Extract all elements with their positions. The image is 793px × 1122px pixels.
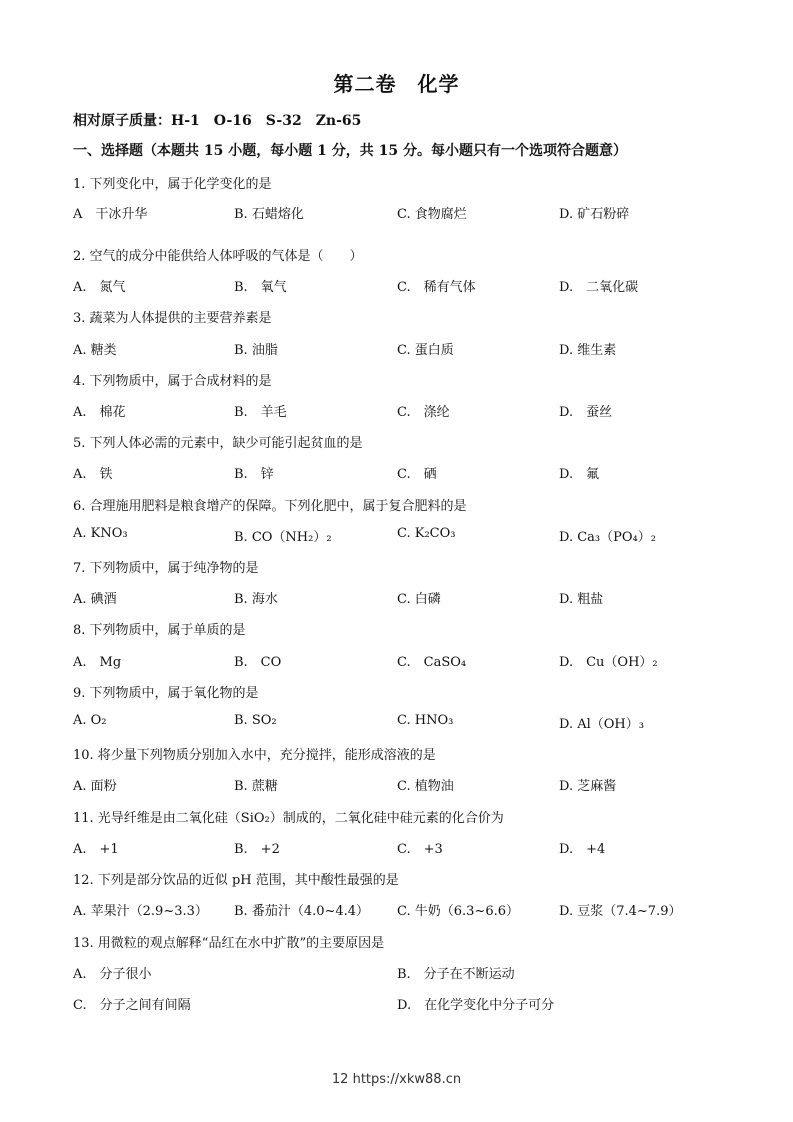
option-d[interactable]: D. +4 bbox=[559, 842, 606, 857]
option-d[interactable]: D. 二氧化碳 bbox=[559, 280, 639, 295]
option-a[interactable]: A. 碘酒 bbox=[73, 592, 117, 607]
option-d[interactable]: D. 蚕丝 bbox=[559, 405, 613, 420]
question-stem: 7. 下列物质中，属于纯净物的是 bbox=[73, 561, 259, 576]
option-a[interactable]: A. 苹果汁（2.9~3.3） bbox=[73, 904, 208, 919]
option-c[interactable]: C. CaSO₄ bbox=[397, 655, 467, 670]
option-b[interactable]: B. SO₂ bbox=[234, 713, 277, 728]
question-stem: 13. 用微粒的观点解释“品红在水中扩散”的主要原因是 bbox=[73, 936, 385, 951]
option-d[interactable]: D. 粗盐 bbox=[559, 592, 604, 607]
option-c[interactable]: C. 植物油 bbox=[397, 779, 454, 794]
option-d[interactable]: D. 在化学变化中分子可分 bbox=[397, 998, 555, 1013]
option-d[interactable]: D. 芝麻酱 bbox=[559, 779, 617, 794]
question-stem: 9. 下列物质中，属于氧化物的是 bbox=[73, 686, 259, 701]
question-stem: 8. 下列物质中，属于单质的是 bbox=[73, 623, 246, 638]
question-stem: 2. 空气的成分中能供给人体呼吸的气体是（ ） bbox=[73, 249, 363, 264]
option-a[interactable]: A. 棉花 bbox=[73, 405, 126, 420]
option-d[interactable]: D. 维生素 bbox=[559, 343, 617, 358]
option-b[interactable]: B. 锌 bbox=[234, 467, 274, 482]
option-a[interactable]: A. 氮气 bbox=[73, 280, 126, 295]
option-row bbox=[73, 203, 733, 223]
section-heading: 一、选择题（本题共 15 小题，每小题 1 分，共 15 分。每小题只有一个选项符合题意） bbox=[73, 143, 627, 159]
option-b[interactable]: B. 氧气 bbox=[234, 280, 287, 295]
option-c[interactable]: C. 白磷 bbox=[397, 592, 441, 607]
option-d[interactable]: D. Cu（OH）₂ bbox=[559, 655, 658, 670]
option-a[interactable]: A. 糖类 bbox=[73, 343, 117, 358]
option-c[interactable]: C. +3 bbox=[397, 842, 443, 857]
option-row bbox=[73, 463, 733, 483]
option-row bbox=[73, 526, 733, 546]
option-b[interactable]: B. 羊毛 bbox=[234, 405, 287, 420]
option-row bbox=[73, 713, 733, 733]
question-stem: 3. 蔬菜为人体提供的主要营养素是 bbox=[73, 311, 272, 326]
question-stem: 6. 合理施用肥料是粮食增产的保障。下列化肥中，属于复合肥料的是 bbox=[73, 499, 467, 514]
option-b[interactable]: B. 番茄汁（4.0~4.4） bbox=[234, 904, 370, 919]
option-row bbox=[73, 651, 733, 671]
option-row bbox=[73, 963, 733, 983]
option-c[interactable]: C. HNO₃ bbox=[397, 713, 454, 728]
option-c[interactable]: C. 硒 bbox=[397, 467, 437, 482]
option-c[interactable]: C. 涤纶 bbox=[397, 405, 450, 420]
option-c[interactable]: C. 分子之间有间隔 bbox=[73, 998, 191, 1013]
option-row bbox=[73, 401, 733, 421]
option-c[interactable]: C. K₂CO₃ bbox=[397, 526, 456, 541]
option-b[interactable]: B. CO（NH₂）₂ bbox=[234, 530, 332, 545]
option-b[interactable]: B. 分子在不断运动 bbox=[397, 967, 515, 982]
atomic-mass-line: 相对原子质量：H-1 O-16 S-32 Zn-65 bbox=[73, 113, 362, 129]
option-a[interactable]: A. +1 bbox=[73, 842, 119, 857]
option-d[interactable]: D. 豆浆（7.4~7.9） bbox=[559, 904, 682, 919]
option-c[interactable]: C. 蛋白质 bbox=[397, 343, 454, 358]
option-a[interactable]: A. KNO₃ bbox=[73, 526, 128, 541]
option-d[interactable]: D. 矿石粉碎 bbox=[559, 207, 630, 222]
option-a[interactable]: A. 面粉 bbox=[73, 779, 117, 794]
question-stem: 10. 将少量下列物质分别加入水中，充分搅拌，能形成溶液的是 bbox=[73, 748, 436, 763]
option-row bbox=[73, 775, 733, 795]
option-b[interactable]: B. 蔗糖 bbox=[234, 779, 278, 794]
question-stem: 12. 下列是部分饮品的近似 pH 范围，其中酸性最强的是 bbox=[73, 873, 399, 888]
option-a[interactable]: A 干冰升华 bbox=[73, 207, 148, 222]
page-footer: 12 https://xkw88.cn bbox=[331, 1072, 462, 1087]
option-b[interactable]: B. 油脂 bbox=[234, 343, 278, 358]
option-c[interactable]: C. 稀有气体 bbox=[397, 280, 476, 295]
option-c[interactable]: C. 食物腐烂 bbox=[397, 207, 467, 222]
page-title: 第二卷 化学 bbox=[333, 72, 460, 96]
option-row bbox=[73, 900, 733, 920]
option-c[interactable]: C. 牛奶（6.3~6.6） bbox=[397, 904, 519, 919]
question-stem: 1. 下列变化中，属于化学变化的是 bbox=[73, 177, 272, 192]
option-b[interactable]: B. 石蜡熔化 bbox=[234, 207, 304, 222]
question-stem: 11. 光导纤维是由二氧化硅（SiO₂）制成的，二氧化硅中硅元素的化合价为 bbox=[73, 811, 504, 826]
option-a[interactable]: A. 分子很小 bbox=[73, 967, 152, 982]
option-a[interactable]: A. Mg bbox=[73, 655, 122, 670]
question-stem: 5. 下列人体必需的元素中，缺少可能引起贫血的是 bbox=[73, 436, 363, 451]
option-a[interactable]: A. 铁 bbox=[73, 467, 113, 482]
option-row bbox=[73, 838, 733, 858]
option-b[interactable]: B. +2 bbox=[234, 842, 280, 857]
option-row bbox=[73, 588, 733, 608]
option-b[interactable]: B. 海水 bbox=[234, 592, 278, 607]
option-row bbox=[73, 339, 733, 359]
option-row bbox=[73, 994, 733, 1014]
option-d[interactable]: D. 氟 bbox=[559, 467, 600, 482]
option-d[interactable]: D. Ca₃（PO₄）₂ bbox=[559, 530, 656, 545]
option-a[interactable]: A. O₂ bbox=[73, 713, 107, 728]
question-stem: 4. 下列物质中，属于合成材料的是 bbox=[73, 374, 272, 389]
option-row bbox=[73, 276, 733, 296]
option-b[interactable]: B. CO bbox=[234, 655, 282, 670]
option-d[interactable]: D. Al（OH）₃ bbox=[559, 717, 644, 732]
